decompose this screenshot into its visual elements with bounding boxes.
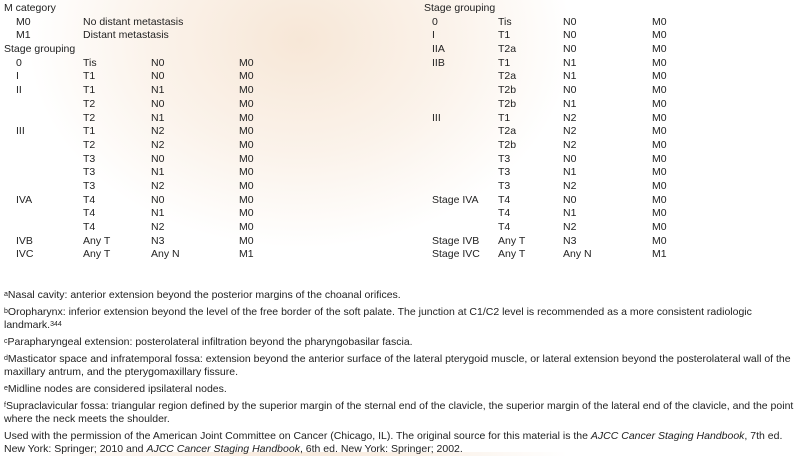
stage-row xyxy=(4,70,394,84)
m-category-row xyxy=(4,29,394,43)
t-cell: T1 xyxy=(83,84,96,97)
stage-cell: I xyxy=(16,70,19,83)
stage-row xyxy=(424,235,800,249)
n-cell: N2 xyxy=(151,221,165,233)
m-category-row xyxy=(4,16,394,30)
n-cell: N2 xyxy=(151,125,165,138)
n-cell: Any N xyxy=(151,248,180,261)
t-cell: T2a xyxy=(498,70,517,83)
t-cell: T2b xyxy=(498,97,517,110)
footnote xyxy=(4,336,794,349)
m-cell: M0 xyxy=(652,152,667,165)
stage-row xyxy=(4,221,394,235)
stage-row xyxy=(424,207,800,221)
t-cell: Tis xyxy=(498,15,512,28)
stage-row xyxy=(4,207,394,221)
stage-row xyxy=(4,153,394,167)
footnote-text: Midline nodes are considered ipsilateral nodes. xyxy=(7,383,227,395)
m-cell: M0 xyxy=(239,111,254,124)
t-cell: T2 xyxy=(83,97,96,110)
m-cell: M0 xyxy=(239,207,254,220)
n-cell: N0 xyxy=(563,15,577,28)
footnote xyxy=(4,400,794,426)
m-cell: M0 xyxy=(239,234,254,247)
m-cell: M0 xyxy=(652,138,667,151)
right-stage-header-row xyxy=(424,2,800,16)
t-cell: Any T xyxy=(498,234,526,247)
footnotes xyxy=(4,289,794,456)
m-cell: M0 xyxy=(652,56,667,69)
footnote xyxy=(4,383,794,396)
m-cell: M0 xyxy=(652,179,667,192)
n-cell: N1 xyxy=(563,166,577,179)
footnote-list xyxy=(4,289,794,426)
m-category-header-row xyxy=(4,2,394,16)
t-cell: T4 xyxy=(83,221,96,233)
stage-row xyxy=(4,235,394,249)
stage-row xyxy=(424,84,800,98)
n-cell: N0 xyxy=(563,152,577,165)
stage-row xyxy=(424,112,800,126)
m-code: M1 xyxy=(16,29,31,42)
t-cell: T2a xyxy=(498,43,517,56)
n-cell: N1 xyxy=(151,111,165,124)
t-cell: T2a xyxy=(498,125,517,138)
n-cell: N2 xyxy=(563,111,577,124)
stage-row xyxy=(424,43,800,57)
n-cell: N2 xyxy=(563,179,577,192)
t-cell: Tis xyxy=(83,56,97,69)
stage-row xyxy=(424,125,800,139)
n-cell: N0 xyxy=(151,56,165,69)
stage-cell: III xyxy=(16,125,25,138)
n-cell: N0 xyxy=(563,84,577,97)
n-cell: N0 xyxy=(151,97,165,110)
stage-cell: 0 xyxy=(432,15,438,28)
n-cell: N0 xyxy=(151,152,165,165)
right-stage-rows xyxy=(424,16,800,262)
n-cell: N0 xyxy=(563,43,577,56)
n-cell: N0 xyxy=(563,193,577,206)
stage-row xyxy=(424,29,800,43)
stage-cell: III xyxy=(432,111,441,124)
stage-cell: IVB xyxy=(16,234,33,247)
footnote-text: Masticator space and infratemporal fossa: extension beyond the anterior surface of the lateral pterygoid muscle, or lateral extension beyond the posterolateral wall of the maxillary antrum, and the pterygomaxillary fissure. xyxy=(4,353,791,378)
stage-row xyxy=(4,112,394,126)
t-cell: T4 xyxy=(498,207,511,220)
attribution-text-before: Used with the permission of the American Joint Committee on Cancer (Chicago, IL). The original source for this material is the xyxy=(4,430,591,442)
m-cell: M0 xyxy=(239,97,254,110)
stage-row xyxy=(424,70,800,84)
m-cell: M0 xyxy=(652,97,667,110)
attribution-text-after: , 6th ed. New York: Springer; 2002. xyxy=(299,443,463,455)
stage-cell: Stage IVB xyxy=(432,234,480,247)
n-cell: N2 xyxy=(151,138,165,151)
right-staging-table xyxy=(424,2,800,262)
m-cell: M0 xyxy=(239,179,254,192)
left-stage-grouping-header: Stage grouping xyxy=(4,43,76,56)
m-cell: M0 xyxy=(652,111,667,124)
attribution xyxy=(4,430,794,456)
m-cell: M1 xyxy=(652,248,667,261)
n-cell: N3 xyxy=(563,234,577,247)
t-cell: T4 xyxy=(498,193,511,206)
stage-cell: IIA xyxy=(432,43,445,56)
t-cell: Any T xyxy=(83,234,111,247)
n-cell: N1 xyxy=(563,207,577,220)
stage-cell: Stage IVA xyxy=(432,193,479,206)
footnote-marker: c xyxy=(4,338,8,345)
left-stage-header-row xyxy=(4,43,394,57)
stage-row xyxy=(424,166,800,180)
n-cell: N0 xyxy=(151,70,165,83)
m-cell: M0 xyxy=(239,70,254,83)
t-cell: T2b xyxy=(498,84,517,97)
stage-row xyxy=(4,139,394,153)
n-cell: N1 xyxy=(563,97,577,110)
t-cell: T1 xyxy=(83,125,96,138)
t-cell: T2b xyxy=(498,138,517,151)
stage-row xyxy=(424,180,800,194)
t-cell: T3 xyxy=(498,166,511,179)
stage-row xyxy=(424,194,800,208)
t-cell: Any T xyxy=(83,248,111,261)
t-cell: T2 xyxy=(83,111,96,124)
left-staging-table xyxy=(4,2,394,262)
footnote-text: Supraclavicular fossa: triangular region defined by the superior margin of the sternal end of the clavicle, the superior margin of the lateral end of the clavicle, and the point where the neck meets the shoulder. xyxy=(4,400,794,425)
stage-row xyxy=(4,180,394,194)
stage-cell: Stage IVC xyxy=(432,248,480,261)
left-stage-rows xyxy=(4,57,394,262)
footnote-text: Parapharyngeal extension: posterolateral infiltration beyond the pharyngobasilar fascia. xyxy=(7,336,413,348)
stage-row xyxy=(424,248,800,262)
n-cell: Any N xyxy=(563,248,592,261)
m-cell: M0 xyxy=(239,125,254,138)
n-cell: N0 xyxy=(563,29,577,42)
footnote xyxy=(4,289,794,302)
attribution-book-1: AJCC Cancer Staging Handbook xyxy=(590,430,745,442)
right-stage-grouping-header: Stage grouping xyxy=(424,2,496,14)
t-cell: T3 xyxy=(83,166,96,179)
footnote-marker: b xyxy=(4,308,8,315)
n-cell: N2 xyxy=(563,138,577,151)
n-cell: N3 xyxy=(151,234,165,247)
m-cell: M0 xyxy=(239,56,254,69)
stage-row xyxy=(4,125,394,139)
n-cell: N2 xyxy=(151,179,165,192)
stage-cell: II xyxy=(16,84,22,97)
m-cell: M0 xyxy=(652,207,667,220)
stage-row xyxy=(4,248,394,262)
m-cell: M0 xyxy=(652,166,667,179)
m-cell: M0 xyxy=(652,221,667,233)
n-cell: N0 xyxy=(151,193,165,206)
stage-row xyxy=(4,166,394,180)
attribution-text-middle: , 7th ed. New York: Springer; 2010 and xyxy=(4,430,783,455)
footnote-marker: f xyxy=(4,402,6,409)
t-cell: T3 xyxy=(83,152,96,165)
footnote-marker: d xyxy=(4,355,8,362)
stage-row xyxy=(424,57,800,71)
stage-row xyxy=(424,153,800,167)
m-cell: M0 xyxy=(652,234,667,247)
t-cell: Any T xyxy=(498,248,526,261)
m-cell: M0 xyxy=(652,43,667,56)
m-cell: M0 xyxy=(652,70,667,83)
t-cell: T3 xyxy=(498,152,511,165)
t-cell: T4 xyxy=(498,221,511,233)
stage-row xyxy=(424,139,800,153)
m-cell: M0 xyxy=(239,152,254,165)
t-cell: T2 xyxy=(83,138,96,151)
m-cell: M0 xyxy=(652,125,667,138)
m-category-header: M category xyxy=(4,2,56,14)
stage-row xyxy=(4,57,394,71)
t-cell: T4 xyxy=(83,207,96,220)
t-cell: T1 xyxy=(83,70,96,83)
attribution-book-2: AJCC Cancer Staging Handbook xyxy=(146,443,300,455)
stage-cell: IVC xyxy=(16,248,34,261)
m-cell: M0 xyxy=(239,193,254,206)
m-code: M0 xyxy=(16,15,31,28)
m-description: Distant metastasis xyxy=(83,29,169,42)
m-cell: M0 xyxy=(652,29,667,42)
stage-cell: IVA xyxy=(16,193,33,206)
m-cell: M0 xyxy=(239,84,254,97)
t-cell: T4 xyxy=(83,193,96,206)
m-cell: M1 xyxy=(239,248,254,261)
stage-row xyxy=(4,84,394,98)
m-cell: M0 xyxy=(239,138,254,151)
m-category-rows xyxy=(4,16,394,43)
stage-row xyxy=(4,194,394,208)
stage-row xyxy=(4,98,394,112)
m-description: No distant metastasis xyxy=(83,15,184,28)
stage-row xyxy=(424,98,800,112)
n-cell: N1 xyxy=(151,84,165,97)
t-cell: T3 xyxy=(83,179,96,192)
stage-cell: 0 xyxy=(16,56,22,69)
t-cell: T1 xyxy=(498,111,511,124)
footnote-reference: 344 xyxy=(50,321,62,328)
t-cell: T1 xyxy=(498,29,511,42)
footnote-text: Nasal cavity: anterior extension beyond the posterior margins of the choanal orifices. xyxy=(7,289,401,301)
m-cell: M0 xyxy=(652,15,667,28)
m-cell: M0 xyxy=(239,166,254,179)
stage-cell: IIB xyxy=(432,56,445,69)
stage-row xyxy=(424,221,800,235)
n-cell: N1 xyxy=(563,70,577,83)
t-cell: T1 xyxy=(498,56,511,69)
t-cell: T3 xyxy=(498,179,511,192)
stage-row xyxy=(424,16,800,30)
m-cell: M0 xyxy=(652,84,667,97)
n-cell: N1 xyxy=(563,56,577,69)
n-cell: N2 xyxy=(563,221,577,233)
footnote xyxy=(4,306,794,332)
n-cell: N1 xyxy=(151,207,165,220)
m-cell: M0 xyxy=(652,193,667,206)
footnote-marker: e xyxy=(4,385,8,392)
m-cell: M0 xyxy=(239,221,254,233)
stage-cell: I xyxy=(432,29,435,42)
footnote xyxy=(4,353,794,379)
n-cell: N2 xyxy=(563,125,577,138)
footnote-marker: a xyxy=(4,291,8,298)
n-cell: N1 xyxy=(151,166,165,179)
footnote-text: Oropharynx: inferior extension beyond the level of the free border of the soft palate. The junction at C1/C2 level is recommended as a more consistent radiologic landmark. xyxy=(4,306,752,331)
